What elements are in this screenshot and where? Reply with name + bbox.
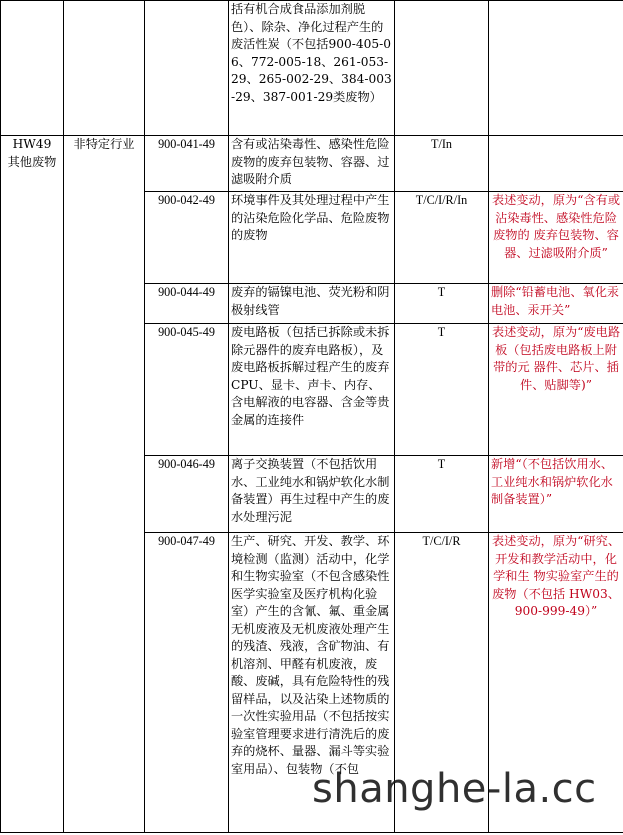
category-code: HW49 — [12, 137, 52, 151]
description-cell: 废电路板（包括已拆除或未拆除元器件的废弃电路板），及废电路板拆解过程产生的废弃CPU、显卡、声卡、内存、含电解液的电容器、含金等贵金属的连接件 — [229, 324, 395, 456]
note-cell: 新增“（不包括饮用水、工业纯水和锅炉软化水制备装置）” — [489, 456, 623, 533]
note-cell: 表述变动，原为“废电路板（包括废电路板上附带的元 器件、芯片、插件、贴脚等)” — [489, 324, 623, 456]
hazard-cell: T — [395, 456, 489, 533]
code-cell: 900-041-49 — [145, 136, 229, 192]
note-cell: 表述变动，原为“研究、开发和教学活动中，化学和生 物实验室产生的废物（不包括 HW03、900-999-49）” — [489, 533, 623, 833]
description-cell: 生产、研究、开发、教学、环境检测（监测）活动中，化学和生物实验室（不包含感染性医学实验室及医疗机构化验室）产生的含氰、氟、重金属无机废液及无机废液处理产生的残渣、残液，含矿物油、有机溶剂、甲醛有机废液，废酸、废碱，具有危险特性的残留样品，以及沾染上述物质的一次性实验用品（不包括按实验室管理要求进行清洗后的废弃的烧杯、量器、漏斗等实验室用品）、包装物（不包 — [229, 533, 395, 833]
code-cell: 900-045-49 — [145, 324, 229, 456]
code-cell: 900-042-49 — [145, 192, 229, 284]
description-cell: 废弃的镉镍电池、荧光粉和阴极射线管 — [229, 284, 395, 324]
note-cell — [489, 1, 623, 136]
hazard-cell: T — [395, 284, 489, 324]
table-row — [1, 1, 623, 136]
description-cell: 含有或沾染毒性、感染性危险废物的废弃包装物、容器、过滤吸附介质 — [229, 136, 395, 192]
note-cell: 删除“铅蓄电池、氧化汞 电池、汞开关” — [489, 284, 623, 324]
industry-cell-top — [64, 1, 145, 136]
description-cell: 离子交换装置（不包括饮用水、工业纯水和锅炉软化水制备装置）再生过程中产生的废水处理污泥 — [229, 456, 395, 533]
hazard-cell: T — [395, 324, 489, 456]
description-cell: 环境事件及其处理过程中产生的沾染危险化学品、危险废物的废物 — [229, 192, 395, 284]
industry-cell: 非特定行业 — [64, 136, 145, 833]
hazard-cell: T/In — [395, 136, 489, 192]
hazard-cell: T/C/I/R — [395, 533, 489, 833]
code-cell — [145, 1, 229, 136]
note-cell: 表述变动，原为“含有或沾染毒性、感染性危险废物的 废弃包装物、容器、过滤吸附介质” — [489, 192, 623, 284]
table-row — [1, 136, 623, 192]
category-name: 其他废物 — [7, 154, 57, 169]
category-cell — [1, 136, 64, 833]
description-cell: 括有机合成食品添加剂脱色）、除杂、净化过程产生的废活性炭（不包括900-405-06、772-005-18、261-053-29、265-002-29、384-003-29、387-001-29类废物） — [229, 1, 395, 136]
code-cell: 900-046-49 — [145, 456, 229, 533]
hazard-cell — [395, 1, 489, 136]
code-cell: 900-047-49 — [145, 533, 229, 833]
code-cell: 900-044-49 — [145, 284, 229, 324]
hazard-cell: T/C/I/R/In — [395, 192, 489, 284]
category-cell-top — [1, 1, 64, 136]
note-cell — [489, 136, 623, 192]
watermark: shanghe-la.cc — [312, 766, 597, 812]
